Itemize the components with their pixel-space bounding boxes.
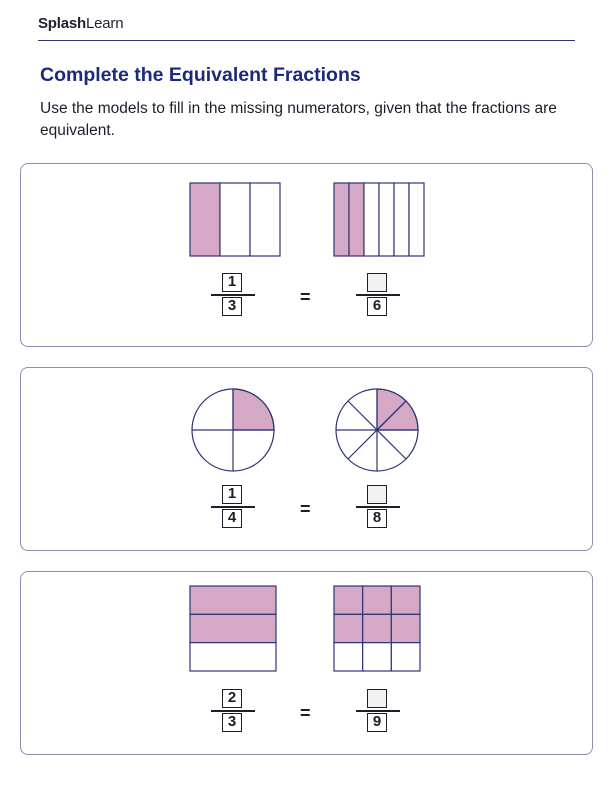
- row-1: [190, 586, 276, 614]
- row-2: [190, 614, 276, 642]
- bar-part-4: [379, 183, 394, 256]
- bar-part-2: [220, 183, 250, 256]
- left-denominator: 3: [222, 713, 242, 732]
- model-thirds-rectangle: [190, 586, 276, 671]
- cell-7: [334, 643, 363, 671]
- bar-part-2: [349, 183, 364, 256]
- bar-part-1: [334, 183, 349, 256]
- model-one-third-bar: [190, 183, 280, 256]
- worksheet-title: Complete the Equivalent Fractions: [40, 64, 361, 86]
- bar-part-3: [250, 183, 280, 256]
- problem-3-panel: [20, 571, 593, 755]
- fraction-bar: [356, 506, 400, 508]
- cell-6: [391, 614, 420, 642]
- brand-logo-splash: Splash: [38, 15, 86, 32]
- left-numerator: 1: [222, 273, 242, 292]
- problem-1-panel: [20, 163, 593, 347]
- answer-numerator-box[interactable]: [367, 273, 387, 292]
- cell-3: [391, 586, 420, 614]
- cell-2: [363, 586, 392, 614]
- bar-part-5: [394, 183, 409, 256]
- brand-logo: [38, 15, 123, 32]
- cell-8: [363, 643, 392, 671]
- cell-1: [334, 586, 363, 614]
- equals-sign: =: [300, 499, 311, 519]
- worksheet-instructions: Use the models to fill in the missing numerators, given that the fractions are equivalent.: [40, 100, 557, 139]
- bar-part-3: [364, 183, 379, 256]
- equals-sign: =: [300, 287, 311, 307]
- model-ninths-grid: [334, 586, 420, 671]
- bar-part-1: [190, 183, 220, 256]
- cell-4: [334, 614, 363, 642]
- answer-numerator-box[interactable]: [367, 485, 387, 504]
- fraction-bar: [356, 294, 400, 296]
- right-denominator: 9: [367, 713, 387, 732]
- brand-logo-learn: Learn: [85, 15, 124, 32]
- right-denominator: 8: [367, 509, 387, 528]
- left-numerator: 1: [222, 485, 242, 504]
- model-quarters-circle: [192, 389, 274, 471]
- left-denominator: 3: [222, 297, 242, 316]
- left-numerator: 2: [222, 689, 242, 708]
- fraction-bar: [211, 506, 255, 508]
- bar-part-6: [409, 183, 424, 256]
- equals-sign: =: [300, 703, 311, 723]
- row-3: [190, 643, 276, 671]
- fraction-bar: [356, 710, 400, 712]
- cell-9: [391, 643, 420, 671]
- left-denominator: 4: [222, 509, 242, 528]
- header-divider: [38, 40, 575, 41]
- right-denominator: 6: [367, 297, 387, 316]
- cell-5: [363, 614, 392, 642]
- answer-numerator-box[interactable]: [367, 689, 387, 708]
- model-sixths-bar: [334, 183, 424, 256]
- problem-2-panel: [20, 367, 593, 551]
- fraction-bar: [211, 710, 255, 712]
- model-eighths-circle: [336, 389, 418, 471]
- fraction-bar: [211, 294, 255, 296]
